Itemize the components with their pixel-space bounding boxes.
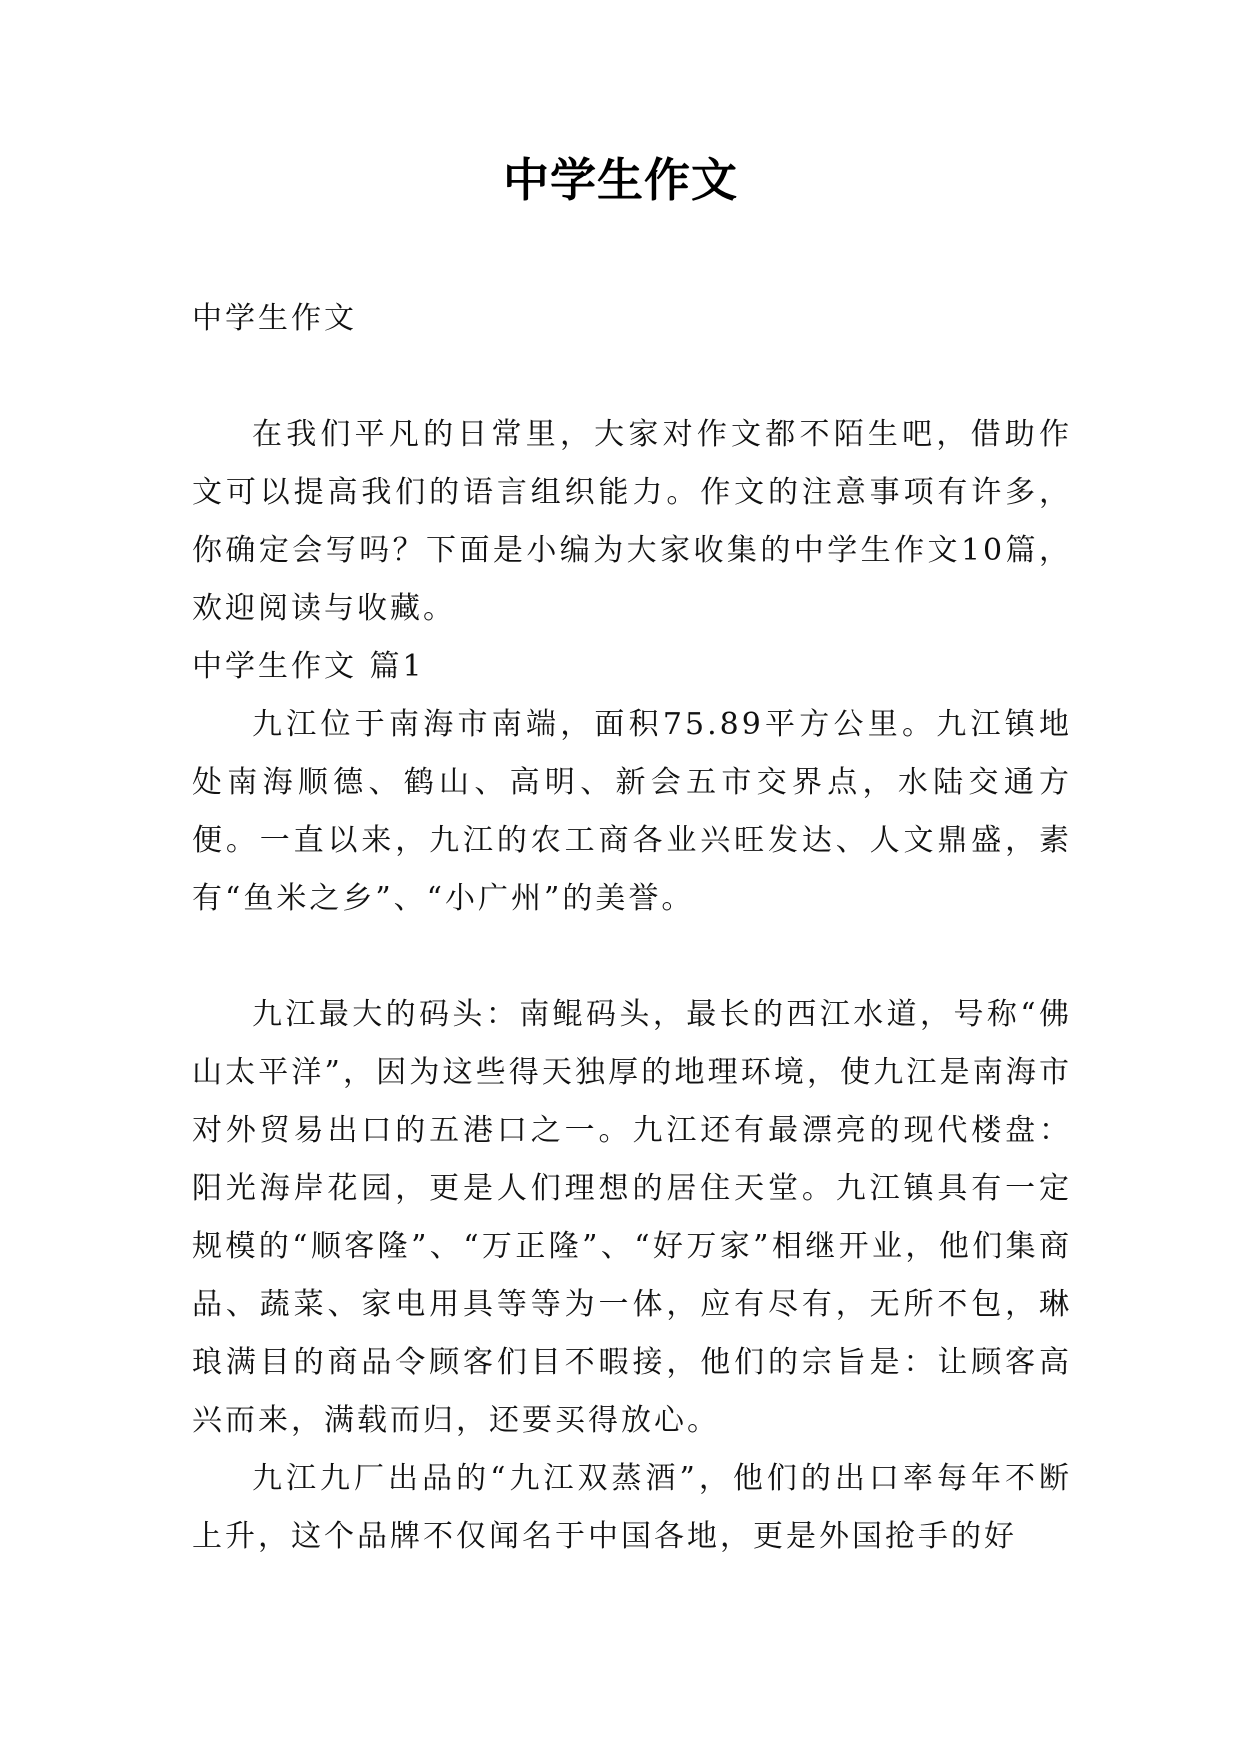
blank-line [192, 348, 1072, 406]
section-heading: 中学生作文 篇1 [192, 649, 425, 684]
document-subtitle: 中学生作文 [192, 301, 357, 336]
document-title: 中学生作文 [503, 153, 738, 207]
body-paragraph-2: 九江最大的码头：南鲲码头，最长的西江水道，号称“佛山太平洋”，因为这些得天独厚的地理环境，使九江是南海市对外贸易出口的五港口之一。九江还有最漂亮的现代楼盘：阳光海岸花园，更是人们理想的居住天堂。九江镇具有一定规模的“顺客隆”、“万正隆”、“好万家”相继开业，他们集商品、蔬菜、家电用具等等为一体，应有尽有，无所不包，琳琅满目的商品令顾客们目不暇接，他们的宗旨是：让顾客高兴而来，满载而归，还要买得放心。 [192, 997, 1072, 1438]
intro-paragraph: 在我们平凡的日常里，大家对作文都不陌生吧，借助作文可以提高我们的语言组织能力。作文的注意事项有许多，你确定会写吗？下面是小编为大家收集的中学生作文10篇，欢迎阅读与收藏。 [192, 417, 1072, 626]
body-paragraph-1: 九江位于南海市南端，面积75.89平方公里。九江镇地处南海顺德、鹤山、高明、新会五市交界点，水陆交通方便。一直以来，九江的农工商各业兴旺发达、人文鼎盛，素有“鱼米之乡”、“小广州”的美誉。 [192, 707, 1072, 916]
blank-line [192, 928, 1072, 986]
body-paragraph-3: 九江九厂出品的“九江双蒸酒”，他们的出口率每年不断上升，这个品牌不仅闻名于中国各地，更是外国抢手的好 [192, 1461, 1072, 1554]
document-body [192, 290, 1072, 1566]
